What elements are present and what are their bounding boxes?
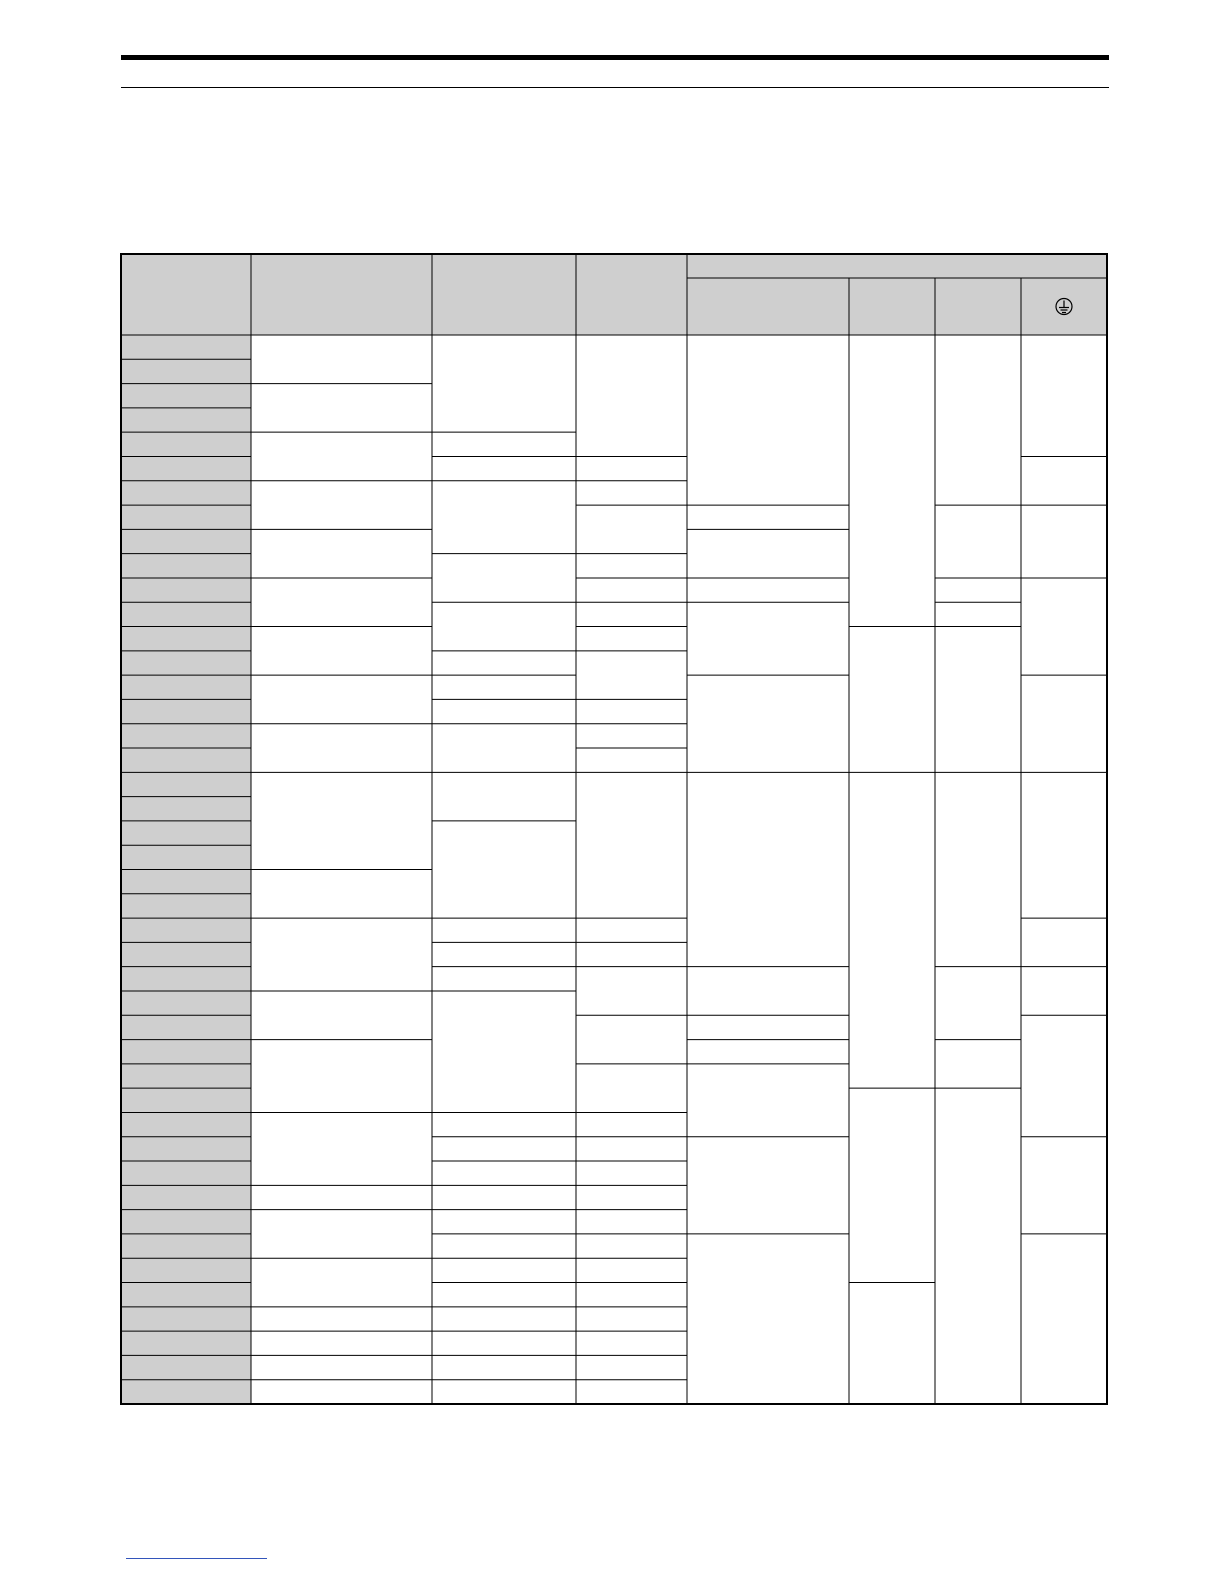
row-header-cell [121, 651, 251, 675]
row-header-cell [121, 1258, 251, 1282]
row-header-cell [121, 821, 251, 845]
row-header-cell [121, 602, 251, 626]
row-header-cell [121, 845, 251, 869]
row-header-cell [121, 1040, 251, 1064]
row-header-cell [121, 1185, 251, 1209]
row-header-cell [121, 481, 251, 505]
row-header-cell [121, 505, 251, 529]
row-header-cell [121, 1161, 251, 1185]
row-header-cell [121, 1380, 251, 1404]
row-header-cell [121, 748, 251, 772]
row-header-cell [121, 359, 251, 383]
row-header-cell [121, 991, 251, 1015]
row-header-cell [121, 1137, 251, 1161]
row-header-cell [121, 1210, 251, 1234]
row-header-cell [121, 724, 251, 748]
row-header-cell [121, 529, 251, 553]
row-header-cell [121, 1331, 251, 1355]
row-header-cell [121, 699, 251, 723]
row-header-cell [121, 1355, 251, 1379]
row-header-cell [121, 408, 251, 432]
row-header-cell [121, 456, 251, 480]
row-header-cell [121, 797, 251, 821]
table-frame [121, 254, 1107, 1404]
row-header-cell [121, 554, 251, 578]
row-header-cell [121, 675, 251, 699]
row-header-cell [121, 1088, 251, 1112]
row-header-cell [121, 578, 251, 602]
row-header-cell [121, 1234, 251, 1258]
row-header-cell [121, 894, 251, 918]
row-header-cell [121, 1283, 251, 1307]
row-header-cell [121, 1015, 251, 1039]
row-header-cell [121, 918, 251, 942]
row-header-cell [121, 432, 251, 456]
row-header-cell [121, 384, 251, 408]
row-header-cell [121, 870, 251, 894]
row-header-cell [121, 1112, 251, 1136]
row-header-cell [121, 1064, 251, 1088]
row-header-cell [121, 627, 251, 651]
row-header-cell [121, 335, 251, 359]
row-header-cell [121, 1307, 251, 1331]
row-header-cell [121, 942, 251, 966]
footer-link-underline[interactable] [126, 1558, 267, 1559]
row-header-cell [121, 967, 251, 991]
row-header-cell [121, 772, 251, 796]
table-header [121, 254, 1107, 335]
